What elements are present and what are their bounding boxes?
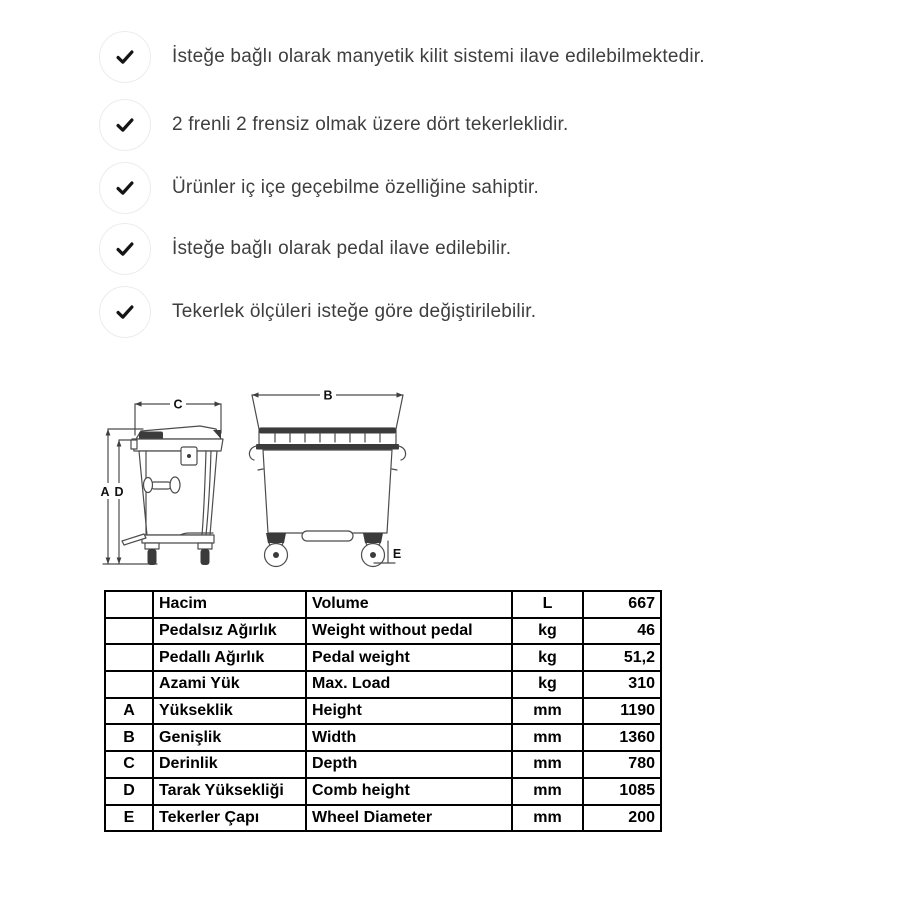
spec-cell-turkish: Genişlik bbox=[153, 724, 306, 751]
spec-cell-unit: kg bbox=[512, 671, 583, 698]
spec-cell-unit: mm bbox=[512, 751, 583, 778]
spec-cell-letter bbox=[105, 671, 153, 698]
feature-item bbox=[99, 286, 536, 338]
spec-cell-english: Pedal weight bbox=[306, 644, 512, 671]
feature-item bbox=[99, 99, 569, 151]
spec-cell-turkish: Pedalsız Ağırlık bbox=[153, 618, 306, 645]
spec-cell-value: 1085 bbox=[583, 778, 661, 805]
spec-cell-english: Weight without pedal bbox=[306, 618, 512, 645]
spec-cell-english: Width bbox=[306, 724, 512, 751]
dim-label-wheel-diameter: E bbox=[392, 547, 402, 561]
spec-cell-unit: L bbox=[512, 591, 583, 618]
spec-table-body bbox=[105, 591, 661, 831]
feature-text: Ürünler iç içe geçebilme özelliğine sahiptir. bbox=[172, 177, 540, 198]
spec-cell-unit: kg bbox=[512, 644, 583, 671]
spec-cell-value: 51,2 bbox=[583, 644, 661, 671]
dim-label-total-height: A bbox=[100, 485, 110, 499]
feature-text: 2 frenli 2 frensiz olmak üzere dört tekerleklidir. bbox=[172, 114, 569, 135]
spec-cell-letter bbox=[105, 644, 153, 671]
spec-cell-turkish: Yükseklik bbox=[153, 698, 306, 725]
spec-row bbox=[105, 591, 661, 618]
spec-row bbox=[105, 805, 661, 832]
check-circle bbox=[99, 223, 151, 275]
spec-cell-turkish: Azami Yük bbox=[153, 671, 306, 698]
spec-cell-letter: A bbox=[105, 698, 153, 725]
feature-text: Tekerlek ölçüleri isteğe göre değiştirilebilir. bbox=[172, 301, 537, 322]
spec-cell-letter bbox=[105, 618, 153, 645]
check-icon bbox=[114, 177, 136, 199]
spec-cell-unit: mm bbox=[512, 724, 583, 751]
spec-cell-value: 780 bbox=[583, 751, 661, 778]
spec-cell-unit: mm bbox=[512, 778, 583, 805]
spec-cell-unit: kg bbox=[512, 618, 583, 645]
spec-cell-turkish: Tarak Yüksekliği bbox=[153, 778, 306, 805]
spec-cell-english: Wheel Diameter bbox=[306, 805, 512, 832]
spec-cell-unit: mm bbox=[512, 805, 583, 832]
spec-cell-english: Depth bbox=[306, 751, 512, 778]
spec-cell-turkish: Tekerler Çapı bbox=[153, 805, 306, 832]
spec-row bbox=[105, 671, 661, 698]
check-circle bbox=[99, 286, 151, 338]
spec-cell-english: Max. Load bbox=[306, 671, 512, 698]
check-icon bbox=[114, 114, 136, 136]
spec-cell-unit: mm bbox=[512, 698, 583, 725]
spec-cell-letter: B bbox=[105, 724, 153, 751]
spec-cell-letter: C bbox=[105, 751, 153, 778]
spec-cell-turkish: Derinlik bbox=[153, 751, 306, 778]
spec-cell-letter bbox=[105, 591, 153, 618]
front-view-drawing bbox=[249, 387, 405, 567]
spec-cell-letter: E bbox=[105, 805, 153, 832]
spec-row bbox=[105, 724, 661, 751]
spec-row bbox=[105, 618, 661, 645]
spec-row bbox=[105, 778, 661, 805]
check-icon bbox=[114, 301, 136, 323]
spec-row bbox=[105, 698, 661, 725]
spec-cell-value: 1190 bbox=[583, 698, 661, 725]
check-icon bbox=[114, 46, 136, 68]
feature-text: İsteğe bağlı olarak manyetik kilit sistemi ilave edilebilmektedir. bbox=[172, 46, 705, 67]
spec-cell-turkish: Pedallı Ağırlık bbox=[153, 644, 306, 671]
dim-label-comb-height: D bbox=[114, 485, 124, 499]
spec-cell-value: 200 bbox=[583, 805, 661, 832]
feature-item bbox=[99, 31, 705, 83]
spec-cell-value: 1360 bbox=[583, 724, 661, 751]
check-circle bbox=[99, 31, 151, 83]
check-icon bbox=[114, 238, 136, 260]
check-circle bbox=[99, 162, 151, 214]
dim-label-width: B bbox=[323, 388, 333, 403]
spec-cell-english: Comb height bbox=[306, 778, 512, 805]
spec-cell-value: 46 bbox=[583, 618, 661, 645]
dim-label-depth: C bbox=[173, 397, 183, 412]
spec-cell-english: Volume bbox=[306, 591, 512, 618]
feature-text: İsteğe bağlı olarak pedal ilave edilebilir. bbox=[172, 238, 512, 259]
spec-row bbox=[105, 644, 661, 671]
side-view-drawing bbox=[98, 396, 223, 565]
dimension-diagram bbox=[95, 383, 445, 583]
spec-cell-turkish: Hacim bbox=[153, 591, 306, 618]
feature-item bbox=[99, 162, 539, 214]
check-circle bbox=[99, 99, 151, 151]
spec-cell-value: 310 bbox=[583, 671, 661, 698]
spec-cell-english: Height bbox=[306, 698, 512, 725]
spec-table bbox=[104, 590, 662, 832]
spec-cell-value: 667 bbox=[583, 591, 661, 618]
spec-row bbox=[105, 751, 661, 778]
container-drawing bbox=[95, 383, 445, 583]
feature-item bbox=[99, 223, 511, 275]
spec-cell-letter: D bbox=[105, 778, 153, 805]
